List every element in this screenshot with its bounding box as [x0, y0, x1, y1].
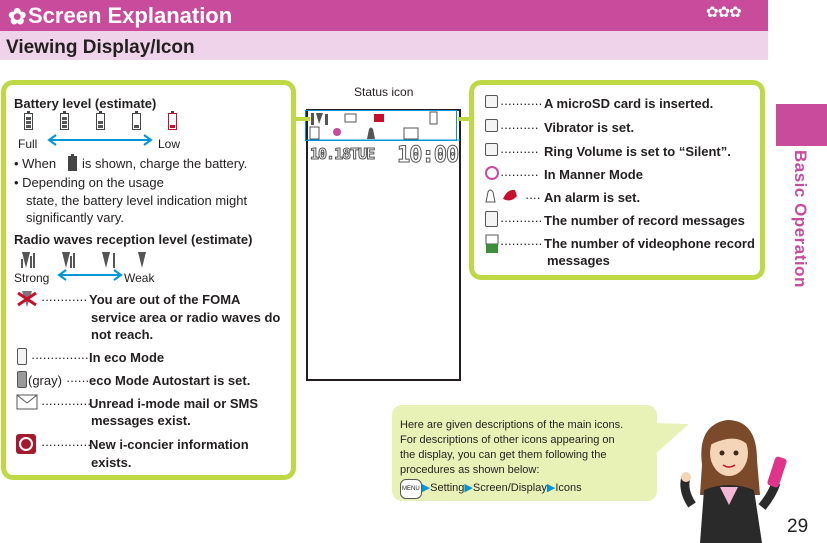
arrow-right-icon: ▶: [546, 482, 556, 494]
item-dots: ·············: [41, 396, 91, 411]
status-bar-highlight: [305, 110, 457, 141]
battery-full-icon: [24, 113, 33, 130]
strong-weak-arrow-icon: [55, 268, 125, 282]
videophone-record-icon: [485, 234, 499, 254]
note-line-2: For descriptions of other icons appearing on: [400, 434, 615, 446]
battery-bullet-2-line-1: • Depending on the usage: [14, 175, 164, 190]
path-icons: Icons: [555, 482, 582, 494]
signal-none-icon: [138, 252, 146, 268]
page-number: 29: [787, 516, 809, 537]
guide-character-illustration: [672, 395, 792, 543]
radio-strong-label: Strong: [14, 271, 50, 285]
side-tab-label: Basic Operation: [791, 150, 810, 288]
i-concier-icon: [16, 434, 36, 454]
battery-3-icon: [60, 113, 69, 130]
battery-empty-icon: [168, 113, 177, 130]
alarm-text: An alarm is set.: [544, 190, 641, 205]
manner-mode-text: In Manner Mode: [544, 167, 643, 182]
signal-weak-icon: [102, 252, 115, 268]
flower-decoration-icon: ✿✿✿: [706, 4, 741, 21]
item-dots: ·············: [41, 437, 91, 452]
menu-key-icon: MENU: [400, 479, 422, 499]
signal-medium-icon: [62, 252, 75, 268]
vibrator-text: Vibrator is set.: [544, 120, 635, 135]
battery-bullet-1-post: is shown, charge the battery.: [82, 156, 248, 171]
item-dots: ···········: [500, 213, 543, 228]
note-line-3: the display, you can get them following the: [400, 449, 607, 461]
item-dots: ····: [525, 190, 541, 205]
battery-heading: Battery level (estimate): [14, 96, 157, 111]
note-line-4: procedures as shown below:: [400, 464, 540, 476]
eco-mode-icon: [17, 348, 27, 365]
status-icon-label: Status icon: [354, 85, 414, 99]
ring-silent-icon: [485, 143, 498, 156]
out-of-service-line-3: not reach.: [91, 327, 154, 342]
out-of-service-icon: [16, 290, 38, 308]
radio-heading: Radio waves reception level (estimate): [14, 232, 253, 247]
manner-mode-icon: [484, 165, 500, 181]
path-screen-display: Screen/Display: [472, 482, 547, 494]
radio-signal-icons: [20, 250, 160, 270]
unread-mail-icon: [16, 394, 38, 410]
arrow-right-icon: ▶: [421, 482, 431, 494]
item-dots: ···········: [500, 96, 543, 111]
side-tab-marker: [776, 104, 827, 146]
page-title-text: Screen Explanation: [28, 3, 233, 28]
battery-low-label: Low: [158, 137, 181, 151]
battery-1-icon: [132, 113, 141, 130]
unread-mail-line-2: messages exist.: [91, 413, 191, 428]
battery-2-icon: [96, 113, 105, 130]
clock-time: 10:00: [397, 143, 459, 168]
note-line-1: Here are given descriptions of the main icons.: [400, 419, 624, 431]
item-dots: ···········: [500, 236, 543, 251]
note-path: [400, 479, 582, 499]
battery-full-label: Full: [18, 137, 38, 151]
status-pointer-left: [296, 112, 310, 126]
videophone-record-line-2: messages: [547, 253, 610, 268]
battery-low-inline-icon: [68, 156, 77, 171]
gray-label: (gray): [28, 373, 62, 388]
microsd-text: A microSD card is inserted.: [544, 96, 714, 111]
item-dots: ······: [66, 373, 89, 388]
item-dots: ··········: [500, 144, 539, 159]
path-setting: Setting: [430, 482, 465, 494]
eco-autostart-icon: [17, 371, 27, 388]
flower-icon: ✿: [8, 4, 27, 29]
out-of-service-line-1: You are out of the FOMA: [89, 292, 241, 307]
radio-weak-label: Weak: [124, 271, 155, 285]
page-title: [8, 3, 232, 29]
alarm-icon: [483, 187, 523, 205]
section-subtitle: Viewing Display/Icon: [6, 37, 195, 58]
eco-autostart-text: eco Mode Autostart is set.: [89, 373, 251, 388]
clock-date: 10.18TUE: [310, 145, 375, 163]
eco-mode-text: In eco Mode: [89, 350, 165, 365]
ring-silent-text: Ring Volume is set to “Silent”.: [544, 144, 731, 159]
signal-strong-icon: [21, 252, 35, 268]
battery-bullet-2-line-3: significantly vary.: [26, 210, 125, 225]
vibrator-icon: [485, 119, 498, 132]
record-message-text: The number of record messages: [544, 213, 745, 228]
out-of-service-line-2: service area or radio waves do: [91, 310, 281, 325]
battery-bullet-1-pre: • When: [14, 156, 57, 171]
unread-mail-line-1: Unread i-mode mail or SMS: [89, 396, 259, 411]
arrow-right-icon: ▶: [464, 482, 473, 494]
battery-bullet-2-line-2: state, the battery level indication might: [26, 193, 248, 208]
full-low-arrow-icon: [45, 133, 155, 147]
item-dots: ···············: [31, 350, 89, 365]
microsd-icon: [485, 95, 498, 108]
i-concier-line-2: exists.: [91, 455, 132, 470]
item-dots: ············: [41, 292, 87, 307]
videophone-record-line-1: The number of videophone record: [544, 236, 755, 251]
item-dots: ··········: [500, 167, 539, 182]
record-message-icon: [485, 211, 498, 227]
item-dots: ··········: [500, 120, 539, 135]
i-concier-line-1: New i-concier information: [89, 437, 249, 452]
